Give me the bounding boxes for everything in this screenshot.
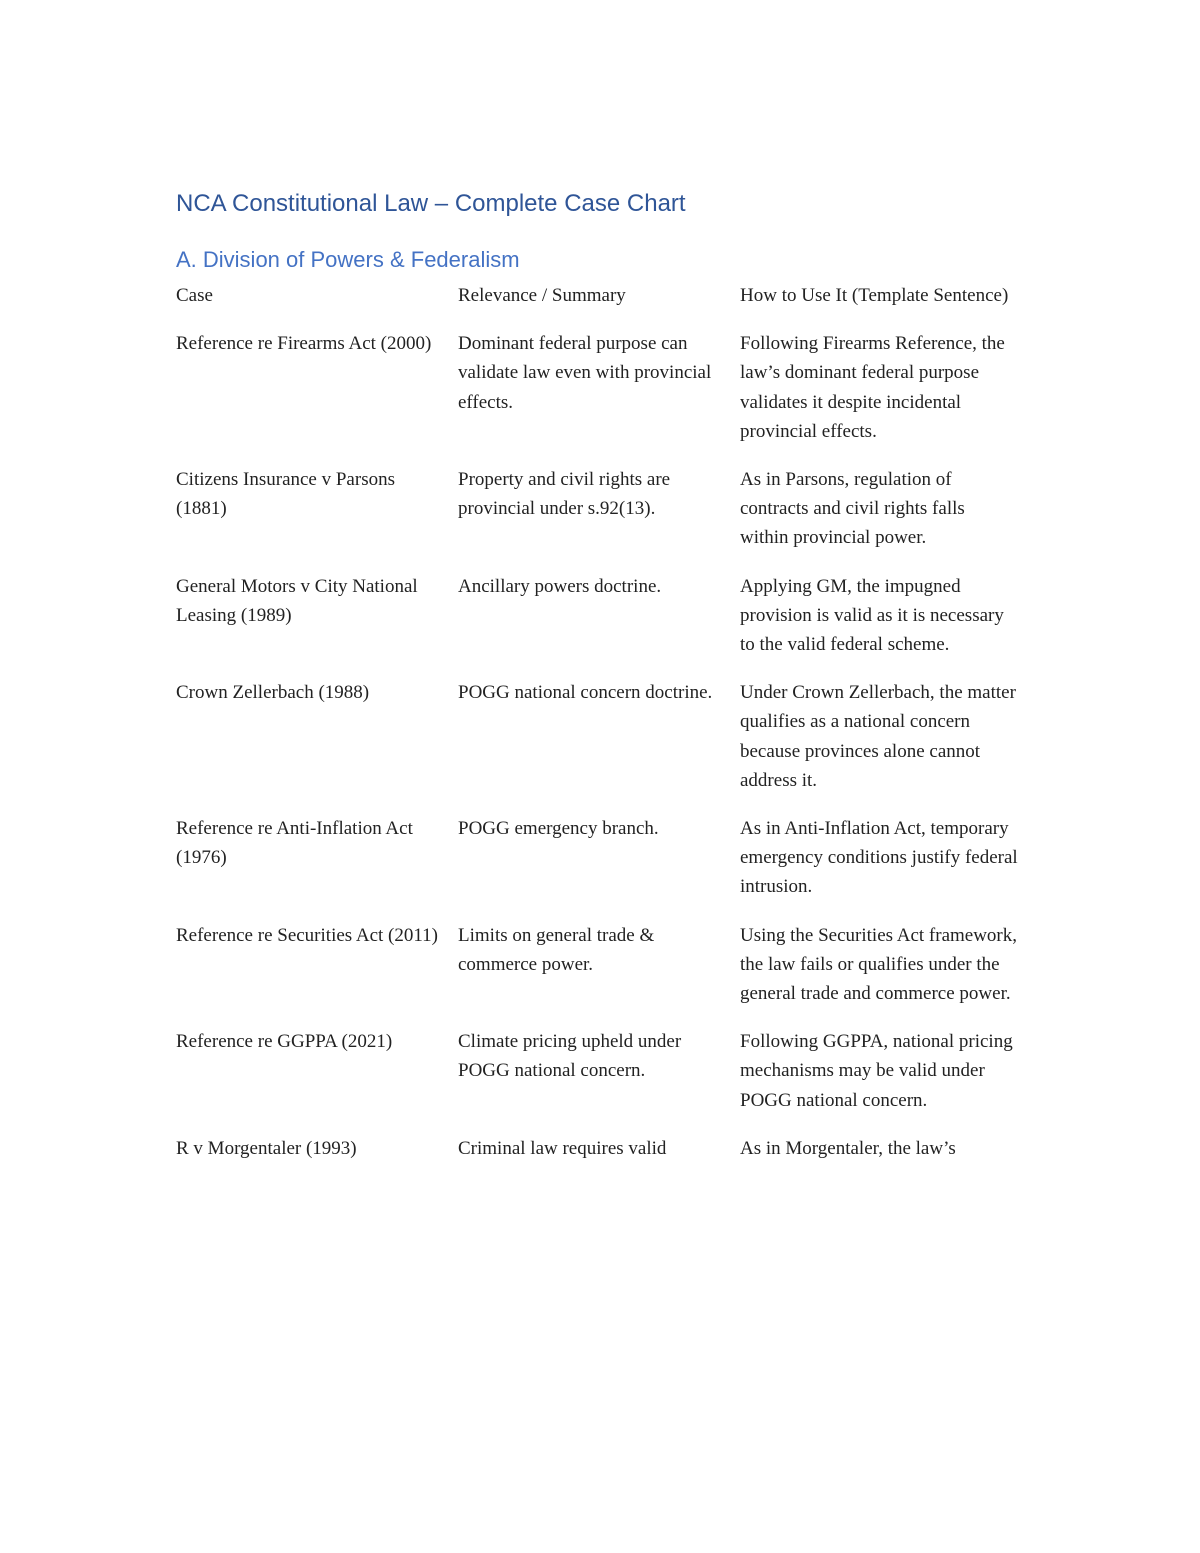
summary-cell: Ancillary powers doctrine. (458, 575, 662, 597)
column-header-template: How to Use It (Template Sentence) (740, 285, 1009, 306)
column-header-case: Case (176, 285, 213, 306)
column-header-summary: Relevance / Summary (458, 285, 626, 306)
template-cell: Applying GM, the impugned provision is valid as it is necessary to the valid federal scheme. (740, 575, 1004, 656)
table-row (176, 572, 1026, 679)
table-header-row (176, 281, 1026, 329)
case-table (176, 281, 1026, 1182)
case-name-cell: Reference re GGPPA (2021) (176, 1031, 393, 1053)
table-row (176, 1134, 1026, 1182)
summary-cell: Climate pricing upheld under POGG national concern. (458, 1031, 682, 1082)
case-name-cell: Reference re Anti-Inflation Act (1976) (176, 818, 413, 869)
table-row (176, 329, 1026, 465)
case-name-cell: Reference re Securities Act (2011) (176, 924, 439, 946)
template-cell: Following Firearms Reference, the law’s dominant federal purpose validates it despite incidental provincial effects. (740, 333, 1005, 442)
template-cell: As in Anti-Inflation Act, temporary emergency conditions justify federal intrusion. (740, 818, 1018, 898)
summary-cell: Dominant federal purpose can validate law even with provincial effects. (458, 333, 712, 413)
case-name-cell: Crown Zellerbach (1988) (176, 682, 370, 704)
case-name-cell: Citizens Insurance v Parsons (1881) (176, 469, 395, 520)
template-cell: As in Parsons, regulation of contracts and civil rights falls within provincial power. (740, 469, 965, 549)
case-name-cell: Reference re Firearms Act (2000) (176, 333, 432, 355)
template-cell: As in Morgentaler, the law’s (740, 1137, 956, 1159)
case-name-cell: R v Morgentaler (1993) (176, 1137, 357, 1159)
table-row (176, 921, 1026, 1028)
section-heading: A. Division of Powers & Federalism (176, 247, 520, 272)
template-cell: Under Crown Zellerbach, the matter qualifies as a national concern because provinces alone cannot address it. (740, 682, 1016, 791)
summary-cell: POGG emergency branch. (458, 818, 659, 840)
case-name-cell: General Motors v City National Leasing (1989) (176, 575, 418, 626)
summary-cell: Property and civil rights are provincial under s.92(13). (458, 469, 671, 520)
table-row (176, 465, 1026, 572)
summary-cell: POGG national concern doctrine. (458, 682, 713, 704)
template-cell: Using the Securities Act framework, the law fails or qualifies under the general trade and commerce power. (740, 924, 1018, 1005)
table-row (176, 678, 1026, 814)
summary-cell: Criminal law requires valid (458, 1137, 667, 1159)
summary-cell: Limits on general trade & commerce power. (458, 924, 655, 975)
table-row (176, 814, 1026, 921)
table-row (176, 1027, 1026, 1134)
document-title: NCA Constitutional Law – Complete Case Chart (176, 190, 686, 217)
template-cell: Following GGPPA, national pricing mechanisms may be valid under POGG national concern. (740, 1031, 1013, 1111)
